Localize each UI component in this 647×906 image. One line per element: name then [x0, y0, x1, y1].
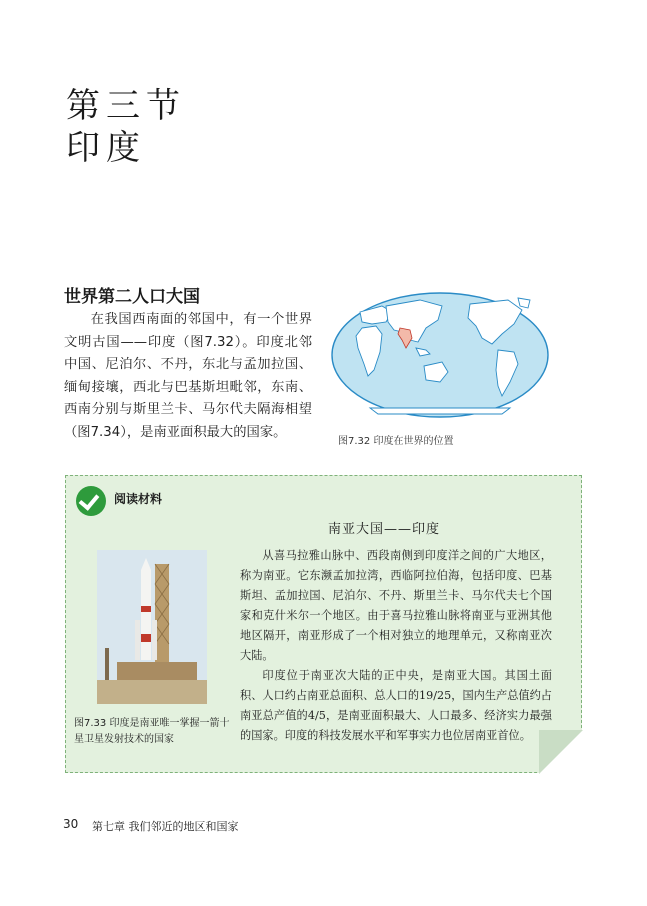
launch-tower: [155, 564, 169, 668]
ground: [97, 680, 207, 704]
reading-label: 阅读材料: [114, 492, 163, 506]
map-caption: 图7.32 印度在世界的位置: [338, 436, 454, 447]
booster-right: [152, 620, 157, 660]
reading-paragraph-1: 从喜马拉雅山脉中、西段南侧到印度洋之间的广大地区，称为南亚。它东濒孟加拉湾，西临阿拉伯海，包括印度、巴基斯坦、孟加拉国、尼泊尔、不丹、斯里兰卡、马尔代夫七个国家和克什米尔一个地区。由于喜马拉雅山脉将南亚与亚洲其他地区隔开，南亚形成了一个相对独立的地理单元，又称南亚次大陆。: [240, 549, 552, 662]
reading-material-box: [65, 475, 582, 773]
rocket-launch-photo: [97, 550, 207, 704]
page-curl-corner: [539, 730, 583, 774]
landmass-antarctica: [370, 408, 510, 414]
launch-pad: [117, 662, 197, 680]
light-mast: [105, 648, 109, 680]
chapter-title: 第七章 我们邻近的地区和国家: [92, 820, 239, 833]
section-number: 第三节: [66, 86, 186, 126]
subheading: 世界第二人口大国: [64, 287, 200, 307]
rocket-body: [141, 570, 151, 660]
reading-body: [240, 546, 552, 746]
landmass-greenland: [518, 298, 530, 308]
world-map: [330, 290, 550, 420]
reading-paragraph-2: 印度位于南亚次大陆的正中央，是南亚大国。其国土面积、人口约占南亚总面积、总人口的19/25，国内生产总值约占南亚总产值的4/5，是南亚面积最大、人口最多、经济实力最强的国家。印度的科技发展水平和军事实力也位居南亚首位。: [240, 669, 552, 742]
booster-left: [135, 620, 140, 660]
reading-title: 南亚大国——印度: [328, 522, 441, 537]
rocket-stripe-2: [141, 634, 151, 642]
photo-caption: 图7.33 印度是南亚唯一掌握一箭十星卫星发射技术的国家: [74, 718, 230, 745]
checkmark-badge-icon: [76, 486, 106, 516]
page-number: 30: [63, 817, 79, 831]
rocket-photo-svg: [97, 550, 207, 704]
intro-paragraph: 在我国西南面的邻国中，有一个世界文明古国——印度（图7.32）。印度北邻中国、尼泊尔、不丹，东北与孟加拉国、缅甸接壤，西北与巴基斯坦毗邻，东南、西南分别与斯里兰卡、马尔代夫隔海相望（图7.34），是南亚面积最大的国家。: [64, 312, 312, 440]
section-title: 印度: [66, 128, 146, 168]
rocket-stripe-1: [141, 606, 151, 612]
intro-text: [64, 309, 312, 445]
world-map-svg: [330, 290, 550, 420]
